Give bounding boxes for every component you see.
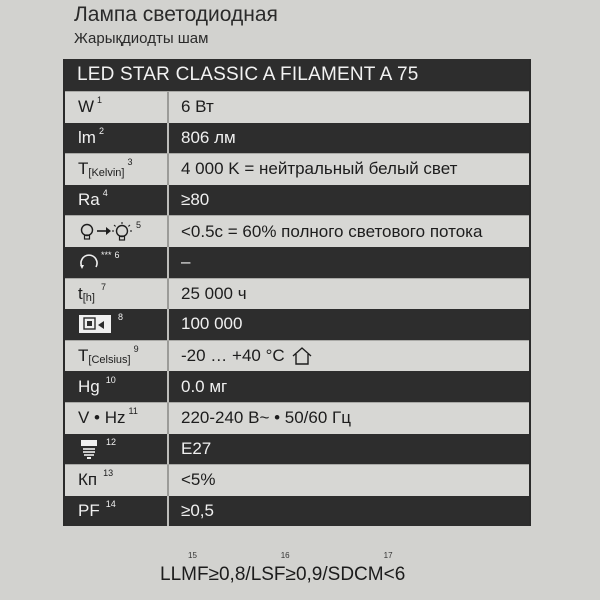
spec-label <box>65 123 169 154</box>
header <box>74 2 278 49</box>
footnote-marker: 11 <box>128 406 138 417</box>
footnote-marker: 2 <box>98 125 104 136</box>
footnote-marker: 10 <box>105 374 116 385</box>
table-row <box>65 91 529 123</box>
footnote-marker: 7 <box>100 281 106 292</box>
bulb-warmup-icon <box>78 221 136 243</box>
spec-label-text: t <box>78 283 83 303</box>
footnote-line <box>160 551 406 586</box>
table-row <box>65 402 529 434</box>
footnote-marker: 8 <box>118 312 124 323</box>
spec-label-subscript: [Kelvin] <box>88 167 125 180</box>
spec-value: ≥0,5 <box>181 501 214 521</box>
footnote-marker: 9 <box>133 344 139 355</box>
spec-label <box>65 496 169 527</box>
footnote-marker: 12 <box>106 436 117 447</box>
spec-label <box>65 341 169 372</box>
spec-value: 100 000 <box>181 314 243 334</box>
spec-value: E27 <box>181 438 212 458</box>
table-row <box>65 434 529 465</box>
lamp-base-icon <box>78 438 100 460</box>
table-row <box>65 278 529 310</box>
table-row <box>65 309 529 340</box>
spec-label <box>65 92 169 123</box>
spec-label <box>65 185 169 216</box>
indoor-house-icon <box>291 346 313 366</box>
table-row <box>65 371 529 402</box>
spec-value: 220-240 В~ • 50/60 Гц <box>181 408 351 428</box>
spec-value: ≥80 <box>181 190 210 210</box>
footnote-marker: 17 <box>383 551 393 560</box>
table-row <box>65 247 529 278</box>
spec-value-text: -20 … +40 °C <box>181 346 285 366</box>
footnote-marker: 14 <box>105 499 116 510</box>
spec-value: 6 Вт <box>181 97 214 117</box>
table-row <box>65 185 529 216</box>
spec-label-text: Кп <box>78 470 98 490</box>
spec-label-subscript: [h] <box>82 291 95 304</box>
spec-label-text: V • Hz <box>78 408 126 428</box>
spec-label-text: W <box>78 97 95 117</box>
spec-label <box>65 371 169 402</box>
product-name-heading: LED STAR CLASSIC A FILAMENT A 75 <box>65 59 529 91</box>
footnote-marker: 13 <box>103 468 114 479</box>
spec-table <box>63 59 531 526</box>
spec-label-text: Hg <box>78 376 100 396</box>
table-row <box>65 153 529 185</box>
footnote-marker: 3 <box>127 157 133 168</box>
table-row <box>65 123 529 154</box>
switch-cycles-icon <box>78 313 112 335</box>
spec-value: – <box>181 252 191 272</box>
spec-label <box>65 434 169 465</box>
table-row <box>65 496 529 527</box>
table-row <box>65 215 529 247</box>
table-row <box>65 464 529 496</box>
footnote-marker: 4 <box>102 188 108 199</box>
spec-label-text: Ra <box>78 190 100 210</box>
footnote-marker: 6 <box>114 250 120 261</box>
page-subtitle: Жарықдиодты шам <box>74 30 209 47</box>
spec-label <box>65 247 169 278</box>
spec-label-suffix: *** <box>101 250 112 261</box>
spec-value: 4 000 K = нейтральный белый свет <box>181 159 458 179</box>
spec-label <box>65 154 169 185</box>
lsf-text: LSF≥0,9/ <box>250 564 328 585</box>
spec-label <box>65 465 169 496</box>
spec-label <box>65 279 169 310</box>
spec-value: 806 лм <box>181 127 236 147</box>
sdcm-value <box>327 551 406 586</box>
spec-label-text: lm <box>78 127 96 147</box>
spec-label-text: T <box>78 159 89 179</box>
footnote-marker: 16 <box>280 551 290 560</box>
llmf-text: LLMF≥0,8/ <box>160 564 251 585</box>
spec-label-text: T <box>78 346 89 366</box>
footnote-marker: 15 <box>188 551 197 560</box>
spec-label <box>65 309 169 340</box>
switching-cycle-icon <box>78 251 100 273</box>
spec-label-subscript: [Celsius] <box>88 354 131 367</box>
sdcm-text: SDCM<6 <box>327 564 406 585</box>
spec-value: 0.0 мг <box>181 376 228 396</box>
spec-label <box>65 216 169 247</box>
page-title: Лампа светодиодная <box>74 3 278 26</box>
lsf-value <box>250 551 328 586</box>
footnote-marker: 5 <box>136 219 142 230</box>
table-row <box>65 340 529 372</box>
footnote-marker: 1 <box>97 95 103 106</box>
spec-label <box>65 403 169 434</box>
spec-value: <0.5c = 60% полного светового потока <box>181 221 483 241</box>
spec-label-text: PF <box>78 501 100 521</box>
spec-value: 25 000 ч <box>181 283 247 303</box>
spec-value: <5% <box>181 470 216 490</box>
llmf-value <box>160 551 251 586</box>
spec-value <box>169 341 529 372</box>
